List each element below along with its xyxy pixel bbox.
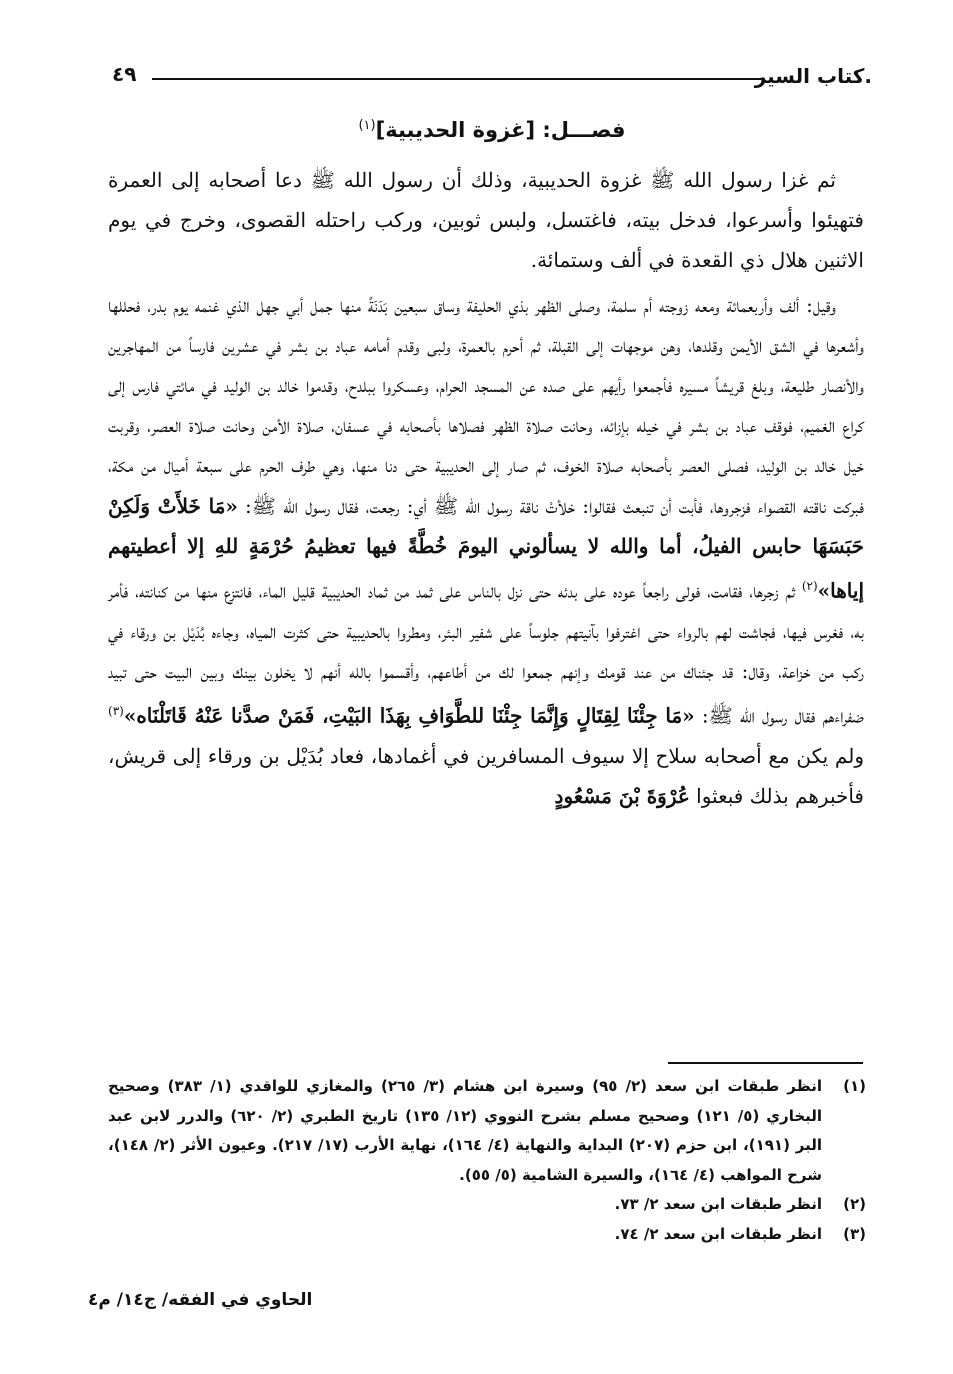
quotation: «مَا جِئْنَا لِقِتَالٍ وَإِنَّمَا جِئْنَا للطَّوَافِ بِهَذَا البَيْتِ، فَمَنْ صدَّنا عَنْهُ قَاتَلْنَاه» xyxy=(123,703,695,728)
chapter-title: .كتاب السير xyxy=(754,64,872,88)
footnote-text: انظر طبقات ابن سعد (٢/ ٩٥) وسيرة ابن هشام (٣/ ٢٦٥) والمغازي للواقدي (١/ ٣٨٣) وصحيح البخاري (٥/ ١٢١) وصحيح مسلم بشرح النووي (١٢/ ١٣٥) تاريخ الطبري (٢/ ٦٢٠) والدرر لابن عبد البر (١٩١)، ابن حزم (٢٠٧) البداية والنهاية (٤/ ١٦٤)، نهاية الأرب (١٧/ ٢١٧). وعيون الأثر (٢/ ١٤٨)، شرح المواهب (٤/ ١٦٤)، والسيرة الشامية (٥/ ٥٥). xyxy=(108,1077,823,1184)
body-text xyxy=(108,160,864,817)
paragraph xyxy=(108,160,864,281)
section-footnote-ref: (١) xyxy=(358,118,376,133)
paragraph-text: وقيل: ألف وأربعمائة ومعه زوجته أم سلمة، وصلى الظهر بذي الحليفة وساق سبعين بَدَنَةً منها جمل أبي جهل الذي غنمه يوم بدر، فحللها وأشعرها في الشق الأيمن وقلدها، وهن موجهات إلى القبلة، ثم أحرم بالعمرة، ولبى وقدم أمامه عباد بن بشر في عشرين فارساً من المهاجرين والأنصار طليعة، وبلغ قريشاً مسيره فأجمعوا رأيهم على صده عن المسجد الحرام، وعسكروا ببلدح، وقدموا خالد بن الوليد في مائتي فارس إلى كراع الغميم، فوقف عباد بن بشر في خيله بإزائه، وحانت صلاة الظهر فصلاها بأصحابه في عسفان، صلاة الأمن وحانت صلاة العصر، وقربت خيل خالد بن الوليد، فصلى العصر بأصحابه صلاة الخوف، ثم صار إلى الحديبية حتى دنا منها، وهي طرف الحرم على سبعة أميال من مكة، فبركت ناقته القصواء فزجروها، فأبت أن تنبعث فقالوا: خلأتْ ناقة رسول الله ﷺ أي: رجعت، فقال رسول الله ﷺ: xyxy=(108,292,864,518)
footnote-number: (١) xyxy=(843,1077,866,1095)
footnote-ref: (٢) xyxy=(801,579,818,594)
paragraph-text: ثم زجرها، فقامت، فولى راجعاً عوده على بدئه حتى نزل بالناس على ثمد من ثماد الحديبية قليل الماء، فانتزع منها من كنانته، فأمر به، فغرس فيها، فجاشت لهم بالرواء حتى اغترفوا بآنيتهم جلوساً على شفير البئر، ومطروا بالحديبية حتى كثرت المياه، وجاءه بُدَيْل بن ورقاء في ركب من خزاعة، وقال: قد جئناك من عند قومك وإنهم جمعوا لك من أطاعهم، وأقسموا بالله أنهم لا يخلون بينك وبين البيت حتى تبيد ضفراءهم فقال رسول الله ﷺ: xyxy=(108,578,864,728)
page-number: ٤٩ xyxy=(112,62,137,86)
header-rule xyxy=(152,78,762,80)
footnote xyxy=(108,1190,866,1220)
section-title-text: [غزوة الحديبية] xyxy=(375,118,536,142)
signature-text: الحاوي في الفقه/ ج١٤/ م٤ xyxy=(88,1290,313,1310)
quotation: «مَا خَلأَتْ وَلَكِنْ حَبَسَهَا حابس الفيلُ، أما والله لا يسألوني اليومَ خُطَّةً فيها تعظيمُ حُرْمَةٍ للهِ إلا أعطيتهم إياها» xyxy=(108,493,864,603)
paragraph xyxy=(108,285,864,817)
footnotes xyxy=(108,1072,866,1249)
quotation: عُرْوَةَ بْنَ مَسْعُودٍ xyxy=(554,784,690,809)
footnote xyxy=(108,1220,866,1250)
footnote-text: انظر طبقات ابن سعد ٢/ ٧٣. xyxy=(614,1195,822,1213)
footnote-ref: (٣) xyxy=(108,704,124,719)
section-heading xyxy=(112,118,872,142)
footnote-number: (٢) xyxy=(843,1195,866,1213)
paragraph-text: ولم يكن مع أصحابه سلاح إلا سيوف المسافرين في أغمادها، فعاد بُدَيْل بن ورقاء إلى قريش، فأخبرهم بذلك فبعثوا xyxy=(108,744,864,809)
running-header xyxy=(112,58,872,98)
footnote-text: انظر طبقات ابن سعد ٢/ ٧٤. xyxy=(614,1224,822,1243)
footnote xyxy=(108,1072,866,1190)
footnote-rule xyxy=(668,1062,863,1064)
footnote-number: (٣) xyxy=(843,1224,866,1243)
section-label: فصـــل: xyxy=(542,118,626,142)
paragraph-text: ثم غزا رسول الله ﷺ غزوة الحديبية، وذلك أن رسول الله ﷺ دعا أصحابه إلى العمرة فتهيئوا وأسرعوا، فدخل بيته، فاغتسل، ولبس ثوبين، وركب راحتله القصوى، وخرج في يوم الاثنين هلال ذي القعدة في ألف وستمائة. xyxy=(108,168,864,273)
